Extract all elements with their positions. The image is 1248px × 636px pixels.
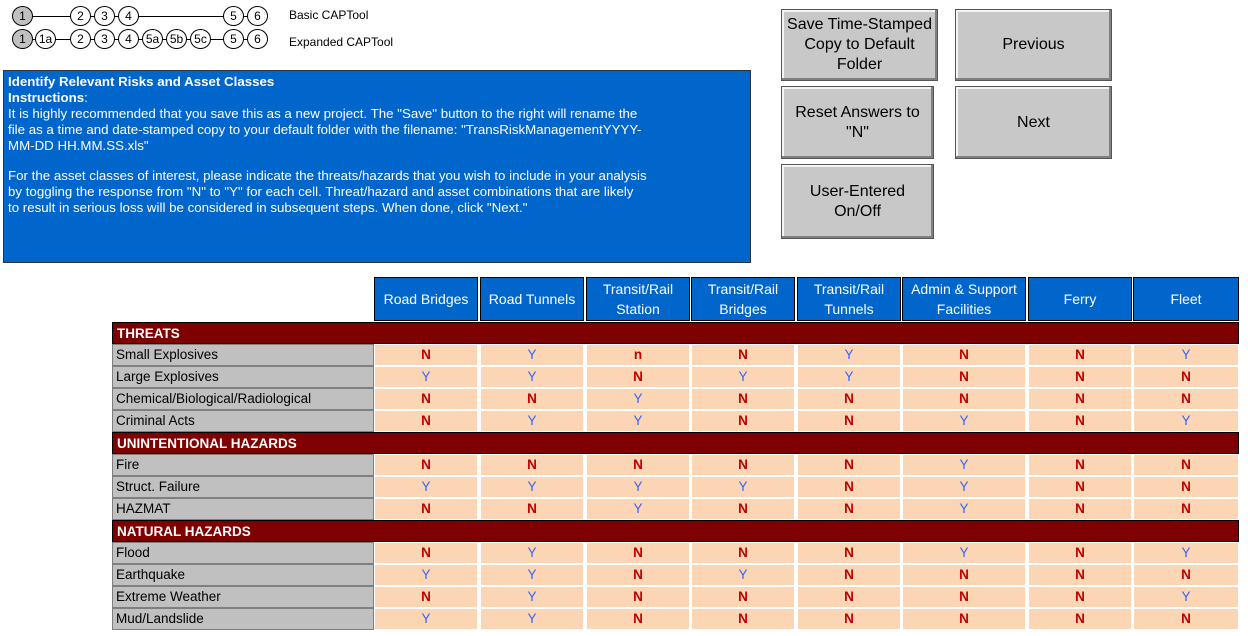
expanded-step-5: 5 [223,29,244,49]
toggle-cell[interactable]: N [1028,454,1132,476]
column-header: Transit/Rail Tunnels [797,277,901,321]
basic-step-5: 5 [223,6,244,26]
row-label: Struct. Failure [112,476,374,498]
toggle-cell[interactable]: N [1028,498,1132,520]
toggle-cell[interactable]: N [1028,344,1132,366]
table-row [112,542,1239,564]
table-row [112,608,1239,630]
toggle-cell[interactable]: Y [480,564,584,586]
toggle-cell[interactable]: N [586,564,690,586]
toggle-cell[interactable]: N [691,608,795,630]
basic-captool-label: Basic CAPTool [289,8,369,22]
toggle-cell[interactable]: N [1028,476,1132,498]
toggle-cell[interactable]: N [797,476,901,498]
toggle-cell[interactable]: Y [374,476,478,498]
toggle-cell[interactable]: N [797,608,901,630]
toggle-cell[interactable]: N [691,542,795,564]
toggle-cell[interactable]: Y [480,542,584,564]
table-row [112,476,1239,498]
toggle-cell[interactable]: N [480,388,584,410]
column-header: Fleet [1133,277,1239,321]
toggle-cell[interactable]: N [1028,366,1132,388]
toggle-cell[interactable]: Y [374,366,478,388]
toggle-cell[interactable]: N [586,366,690,388]
toggle-cell[interactable]: Y [480,608,584,630]
toggle-cell[interactable]: Y [586,410,690,432]
toggle-cell[interactable]: N [586,608,690,630]
toggle-cell[interactable]: N [691,586,795,608]
column-header: Admin & Support Facilities [902,277,1026,321]
toggle-cell[interactable]: N [1028,564,1132,586]
expanded-captool-label: Expanded CAPTool [289,35,394,49]
expanded-step-6: 6 [247,29,268,49]
toggle-cell[interactable]: N [374,454,478,476]
user-entered-toggle-button[interactable]: User-Entered On/Off [781,164,934,239]
basic-step-6: 6 [247,6,268,26]
toggle-cell[interactable]: n [586,344,690,366]
instructions-heading: Instructions: [8,90,88,105]
table-row [112,344,1239,366]
row-label: Criminal Acts [112,410,374,432]
row-label: HAZMAT [112,498,374,520]
expanded-step-2: 2 [70,29,91,49]
expanded-step-1: 1 [12,29,33,49]
toggle-cell[interactable]: N [691,388,795,410]
toggle-cell[interactable]: N [1028,388,1132,410]
toggle-cell[interactable]: N [1133,388,1239,410]
toggle-cell[interactable]: N [374,586,478,608]
column-header: Transit/Rail Bridges [691,277,795,321]
next-button[interactable]: Next [955,86,1112,159]
toggle-cell[interactable]: N [1133,366,1239,388]
section-header: THREATS [112,322,1239,344]
save-copy-button[interactable]: Save Time-Stamped Copy to Default Folder [781,9,938,81]
basic-captool-track [12,6,432,28]
toggle-cell[interactable]: N [1133,454,1239,476]
toggle-cell[interactable]: N [586,586,690,608]
reset-answers-button[interactable]: Reset Answers to "N" [781,86,934,159]
column-header: Road Bridges [374,277,478,321]
toggle-cell[interactable]: Y [902,410,1026,432]
row-label: Earthquake [112,564,374,586]
toggle-cell[interactable]: N [1028,410,1132,432]
expanded-step-5a: 5a [142,29,163,49]
basic-step-1: 1 [12,6,33,26]
toggle-cell[interactable]: Y [902,454,1026,476]
toggle-cell[interactable]: Y [691,366,795,388]
expanded-step-3: 3 [94,29,115,49]
basic-step-2: 2 [70,6,91,26]
toggle-cell[interactable]: Y [1133,542,1239,564]
toggle-cell[interactable]: Y [902,498,1026,520]
previous-button[interactable]: Previous [955,9,1112,81]
toggle-cell[interactable]: N [691,410,795,432]
instructions-line-4: For the asset classes of interest, please indicate the threats/hazards that you wish to include in your analysis [8,168,647,183]
table-row [112,388,1239,410]
row-label: Chemical/Biological/Radiological [112,388,374,410]
row-label: Mud/Landslide [112,608,374,630]
toggle-cell[interactable]: Y [480,366,584,388]
toggle-cell[interactable]: N [797,410,901,432]
column-header: Road Tunnels [480,277,584,321]
row-label: Extreme Weather [112,586,374,608]
toggle-cell[interactable]: Y [1133,344,1239,366]
toggle-cell[interactable]: Y [586,498,690,520]
toggle-cell[interactable]: N [1133,476,1239,498]
instructions-line-5: by toggling the response from "N" to "Y" for each cell. Threat/hazard and asset combinations that are likely [8,184,634,199]
row-label: Large Explosives [112,366,374,388]
instructions-line-1: It is highly recommended that you save this as a new project. The "Save" button to the right will rename the [8,106,638,121]
toggle-cell[interactable]: N [1028,586,1132,608]
toggle-cell[interactable]: Y [480,476,584,498]
toggle-cell[interactable]: Y [902,476,1026,498]
toggle-cell[interactable]: Y [691,564,795,586]
toggle-cell[interactable]: N [902,344,1026,366]
expanded-captool-track [12,29,432,51]
toggle-cell[interactable]: Y [797,344,901,366]
toggle-cell[interactable]: N [1028,542,1132,564]
toggle-cell[interactable]: Y [691,476,795,498]
toggle-cell[interactable]: N [374,344,478,366]
toggle-cell[interactable]: Y [374,608,478,630]
expanded-step-1a: 1a [35,29,56,49]
toggle-cell[interactable]: N [902,586,1026,608]
table-row [112,366,1239,388]
toggle-cell[interactable]: N [586,542,690,564]
toggle-cell[interactable]: N [586,454,690,476]
toggle-cell[interactable]: N [480,454,584,476]
toggle-cell[interactable]: Y [374,564,478,586]
toggle-cell[interactable]: N [797,498,901,520]
toggle-cell[interactable]: N [374,388,478,410]
toggle-cell[interactable]: Y [480,344,584,366]
toggle-cell[interactable]: N [1133,608,1239,630]
table-row [112,454,1239,476]
toggle-cell[interactable]: N [797,454,901,476]
table-row [112,586,1239,608]
instructions-line-3: MM-DD HH.MM.SS.xls" [8,138,149,153]
toggle-cell[interactable]: N [480,498,584,520]
toggle-cell[interactable]: N [797,586,901,608]
toggle-cell[interactable]: N [374,410,478,432]
toggle-cell[interactable]: Y [586,476,690,498]
toggle-cell[interactable]: Y [902,542,1026,564]
toggle-cell[interactable]: N [902,388,1026,410]
toggle-cell[interactable]: Y [797,366,901,388]
table-row [112,498,1239,520]
row-label: Flood [112,542,374,564]
toggle-cell[interactable]: N [1133,564,1239,586]
toggle-cell[interactable]: N [797,388,901,410]
toggle-cell[interactable]: N [797,564,901,586]
toggle-cell[interactable]: Y [586,388,690,410]
toggle-cell[interactable]: N [1028,608,1132,630]
toggle-cell[interactable]: N [1133,498,1239,520]
toggle-cell[interactable]: Y [1133,410,1239,432]
instructions-line-6: to result in serious loss will be considered in subsequent steps. When done, click "Next." [8,200,528,215]
section-header: UNINTENTIONAL HAZARDS [112,432,1239,454]
basic-step-3: 3 [94,6,115,26]
table-row [112,410,1239,432]
row-label: Fire [112,454,374,476]
expanded-step-5c: 5c [190,29,211,49]
toggle-cell[interactable]: N [691,454,795,476]
basic-step-4: 4 [118,6,139,26]
toggle-cell[interactable]: Y [480,586,584,608]
toggle-cell[interactable]: N [374,542,478,564]
column-header: Transit/Rail Station [586,277,690,321]
table-row [112,564,1239,586]
column-header: Ferry [1028,277,1132,321]
toggle-cell[interactable]: Y [1133,586,1239,608]
toggle-cell[interactable]: N [902,366,1026,388]
toggle-cell[interactable]: Y [480,410,584,432]
toggle-cell[interactable]: N [691,498,795,520]
instructions-panel [3,70,751,263]
row-label: Small Explosives [112,344,374,366]
expanded-step-5b: 5b [166,29,187,49]
section-header: NATURAL HAZARDS [112,520,1239,542]
toggle-cell[interactable]: N [691,344,795,366]
instructions-title: Identify Relevant Risks and Asset Classes [8,74,275,89]
instructions-line-2: file as a time and date-stamped copy to your default folder with the filename: "TransRiskManagementYYYY- [8,122,642,137]
toggle-cell[interactable]: N [374,498,478,520]
expanded-step-4: 4 [118,29,139,49]
toggle-cell[interactable]: N [902,608,1026,630]
toggle-cell[interactable]: N [797,542,901,564]
toggle-cell[interactable]: N [902,564,1026,586]
